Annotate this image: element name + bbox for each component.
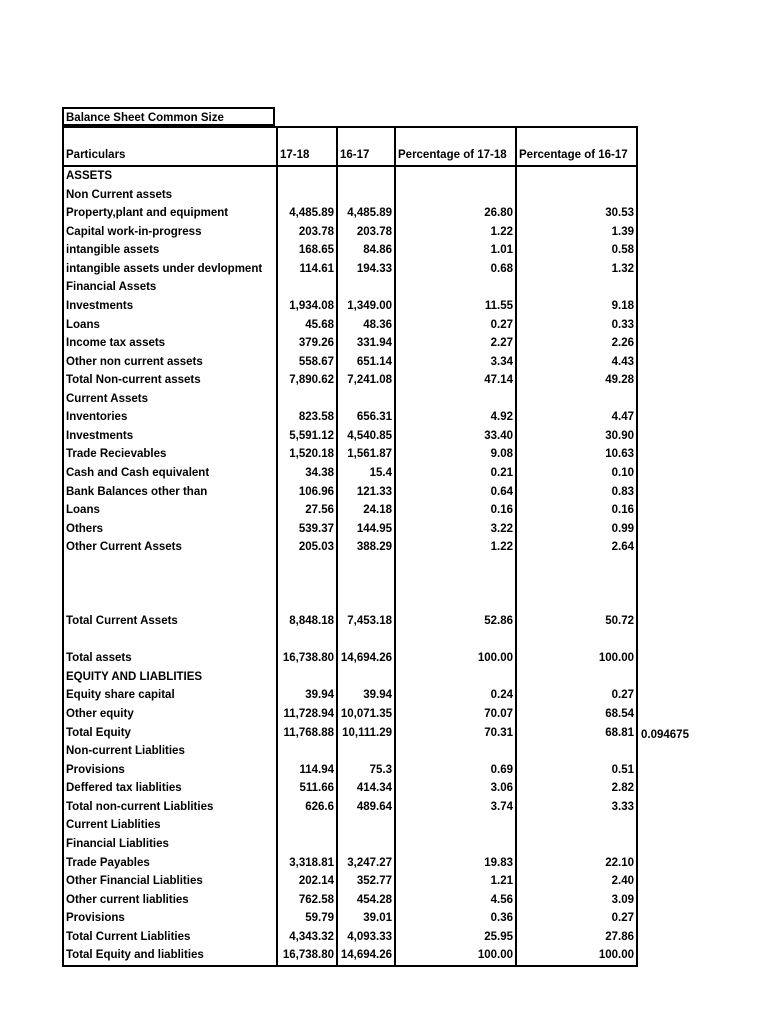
pct-16-17: [516, 742, 637, 761]
pct-17-18: 9.08: [395, 445, 516, 464]
value-16-17: 352.77: [337, 872, 395, 891]
value-16-17: 489.64: [337, 798, 395, 817]
pct-16-17: [516, 166, 637, 186]
table-row: [63, 742, 637, 761]
table-row: [63, 278, 637, 297]
table-row: [63, 668, 637, 687]
pct-16-17: 50.72: [516, 557, 637, 631]
pct-16-17: 9.18: [516, 297, 637, 316]
value-16-17: 15.4: [337, 464, 395, 483]
row-label: Other Current Assets: [63, 538, 277, 557]
pct-17-18: [395, 742, 516, 761]
value-16-17: [337, 166, 395, 186]
pct-16-17: 0.33: [516, 316, 637, 335]
pct-17-18: 70.07: [395, 705, 516, 724]
table-row: [63, 779, 637, 798]
pct-17-18: 52.86: [395, 557, 516, 631]
table-row: [63, 390, 637, 409]
table-row: [63, 408, 637, 427]
table-row: [63, 483, 637, 502]
pct-16-17: 2.40: [516, 872, 637, 891]
value-17-18: 11,728.94: [277, 705, 337, 724]
value-16-17: 39.94: [337, 686, 395, 705]
pct-16-17: 30.53: [516, 204, 637, 223]
balance-sheet-table: [62, 126, 638, 967]
value-17-18: [277, 835, 337, 854]
pct-16-17: 49.28: [516, 371, 637, 390]
value-16-17: 75.3: [337, 761, 395, 780]
header-particulars: Particulars: [63, 127, 277, 166]
header-16-17: 16-17: [337, 127, 395, 166]
pct-16-17: 0.27: [516, 686, 637, 705]
value-17-18: 558.67: [277, 353, 337, 372]
table-row: [63, 854, 637, 873]
pct-16-17: 3.33: [516, 798, 637, 817]
value-16-17: 14,694.26: [337, 649, 395, 668]
pct-16-17: 0.58: [516, 241, 637, 260]
row-label: intangible assets under devlopment: [63, 260, 277, 279]
pct-16-17: 100.00: [516, 649, 637, 668]
value-16-17: [337, 742, 395, 761]
value-16-17: 651.14: [337, 353, 395, 372]
pct-16-17: 4.47: [516, 408, 637, 427]
value-17-18: 114.94: [277, 761, 337, 780]
value-16-17: 203.78: [337, 223, 395, 242]
row-label: Capital work-in-progress: [63, 223, 277, 242]
value-16-17: [337, 631, 395, 650]
row-label: Equity share capital: [63, 686, 277, 705]
pct-17-18: [395, 816, 516, 835]
row-label: Total non-current Liablities: [63, 798, 277, 817]
table-row: [63, 427, 637, 446]
pct-17-18: 100.00: [395, 649, 516, 668]
value-17-18: 59.79: [277, 909, 337, 928]
row-label: Others: [63, 520, 277, 539]
row-label: intangible assets: [63, 241, 277, 260]
row-label: Property,plant and equipment: [63, 204, 277, 223]
value-16-17: 14,694.26: [337, 946, 395, 966]
row-label: Total Equity and liablities: [63, 946, 277, 966]
value-17-18: 823.58: [277, 408, 337, 427]
value-16-17: [337, 668, 395, 687]
value-17-18: 16,738.80: [277, 649, 337, 668]
value-17-18: 1,934.08: [277, 297, 337, 316]
pct-17-18: 1.01: [395, 241, 516, 260]
pct-17-18: [395, 835, 516, 854]
value-16-17: 121.33: [337, 483, 395, 502]
pct-17-18: 0.27: [395, 316, 516, 335]
pct-16-17: 0.51: [516, 761, 637, 780]
row-label: [63, 631, 277, 650]
value-16-17: 1,349.00: [337, 297, 395, 316]
table-row: [63, 334, 637, 353]
value-16-17: 7,453.18: [337, 557, 395, 631]
value-16-17: 454.28: [337, 891, 395, 910]
pct-17-18: 3.34: [395, 353, 516, 372]
pct-17-18: 70.31: [395, 724, 516, 743]
value-17-18: 45.68: [277, 316, 337, 335]
value-16-17: [337, 390, 395, 409]
pct-16-17: 22.10: [516, 854, 637, 873]
pct-16-17: 3.09: [516, 891, 637, 910]
value-17-18: 762.58: [277, 891, 337, 910]
value-17-18: [277, 816, 337, 835]
row-label: Financial Assets: [63, 278, 277, 297]
pct-16-17: [516, 278, 637, 297]
header-row: [63, 127, 637, 166]
pct-17-18: 2.27: [395, 334, 516, 353]
pct-17-18: 0.36: [395, 909, 516, 928]
pct-17-18: 0.69: [395, 761, 516, 780]
value-16-17: 414.34: [337, 779, 395, 798]
row-label: Provisions: [63, 761, 277, 780]
value-16-17: 3,247.27: [337, 854, 395, 873]
sheet-title-box: [62, 107, 275, 126]
value-17-18: [277, 278, 337, 297]
value-16-17: 39.01: [337, 909, 395, 928]
table-row: [63, 538, 637, 557]
row-label: Bank Balances other than: [63, 483, 277, 502]
row-label: Total Current Assets: [63, 557, 277, 631]
pct-16-17: 4.43: [516, 353, 637, 372]
value-16-17: 144.95: [337, 520, 395, 539]
row-label: Financial Liablities: [63, 835, 277, 854]
value-16-17: 4,093.33: [337, 928, 395, 947]
value-17-18: 3,318.81: [277, 854, 337, 873]
value-16-17: 24.18: [337, 501, 395, 520]
row-label: Non-current Liablities: [63, 742, 277, 761]
value-17-18: 4,343.32: [277, 928, 337, 947]
table-row: [63, 649, 637, 668]
table-row: [63, 724, 637, 743]
value-17-18: 1,520.18: [277, 445, 337, 464]
pct-16-17: [516, 835, 637, 854]
row-label: EQUITY AND LIABLITIES: [63, 668, 277, 687]
pct-17-18: 3.06: [395, 779, 516, 798]
table-row: [63, 166, 637, 186]
row-label: Provisions: [63, 909, 277, 928]
pct-16-17: [516, 186, 637, 205]
value-16-17: [337, 816, 395, 835]
table-row: [63, 816, 637, 835]
value-17-18: 4,485.89: [277, 204, 337, 223]
table-row: [63, 260, 637, 279]
pct-17-18: [395, 631, 516, 650]
table-row: [63, 946, 637, 966]
row-label: Trade Payables: [63, 854, 277, 873]
pct-16-17: 0.10: [516, 464, 637, 483]
value-17-18: [277, 390, 337, 409]
value-16-17: [337, 186, 395, 205]
value-16-17: 10,111.29: [337, 724, 395, 743]
value-17-18: 205.03: [277, 538, 337, 557]
pct-17-18: [395, 278, 516, 297]
row-label: Other non current assets: [63, 353, 277, 372]
pct-17-18: 25.95: [395, 928, 516, 947]
value-17-18: [277, 631, 337, 650]
value-17-18: 379.26: [277, 334, 337, 353]
table-row: [63, 186, 637, 205]
value-17-18: 168.65: [277, 241, 337, 260]
value-17-18: 106.96: [277, 483, 337, 502]
pct-17-18: 100.00: [395, 946, 516, 966]
row-label: Total Current Liablities: [63, 928, 277, 947]
side-note: 0.094675: [641, 729, 689, 741]
pct-17-18: 1.21: [395, 872, 516, 891]
pct-16-17: 2.26: [516, 334, 637, 353]
value-17-18: 8,848.18: [277, 557, 337, 631]
value-16-17: 331.94: [337, 334, 395, 353]
value-17-18: 34.38: [277, 464, 337, 483]
sheet-title: Balance Sheet Common Size: [66, 112, 224, 124]
value-16-17: 4,485.89: [337, 204, 395, 223]
row-label: Inventories: [63, 408, 277, 427]
pct-16-17: 68.81: [516, 724, 637, 743]
header-17-18: 17-18: [277, 127, 337, 166]
table-row: [63, 501, 637, 520]
value-16-17: 388.29: [337, 538, 395, 557]
pct-16-17: 1.39: [516, 223, 637, 242]
pct-17-18: 1.22: [395, 538, 516, 557]
table-row: [63, 891, 637, 910]
value-16-17: 7,241.08: [337, 371, 395, 390]
table-row: [63, 705, 637, 724]
pct-16-17: 2.64: [516, 538, 637, 557]
row-label: Current Liablities: [63, 816, 277, 835]
row-label: Total Non-current assets: [63, 371, 277, 390]
table-row: [63, 928, 637, 947]
pct-17-18: 4.92: [395, 408, 516, 427]
value-17-18: 27.56: [277, 501, 337, 520]
pct-16-17: 30.90: [516, 427, 637, 446]
pct-16-17: [516, 816, 637, 835]
header-pct-17-18: Percentage of 17-18: [395, 127, 516, 166]
table-row: [63, 835, 637, 854]
row-label: Other Financial Liablities: [63, 872, 277, 891]
table-row: [63, 520, 637, 539]
pct-16-17: 68.54: [516, 705, 637, 724]
pct-17-18: 3.22: [395, 520, 516, 539]
row-label: Total assets: [63, 649, 277, 668]
value-17-18: 16,738.80: [277, 946, 337, 966]
value-16-17: 194.33: [337, 260, 395, 279]
value-17-18: 511.66: [277, 779, 337, 798]
table-row: [63, 909, 637, 928]
value-17-18: [277, 742, 337, 761]
pct-17-18: 26.80: [395, 204, 516, 223]
pct-16-17: 100.00: [516, 946, 637, 966]
row-label: Loans: [63, 501, 277, 520]
value-17-18: 114.61: [277, 260, 337, 279]
pct-17-18: [395, 186, 516, 205]
value-17-18: 11,768.88: [277, 724, 337, 743]
value-17-18: 539.37: [277, 520, 337, 539]
table-row: [63, 686, 637, 705]
pct-17-18: 47.14: [395, 371, 516, 390]
pct-16-17: 0.16: [516, 501, 637, 520]
value-17-18: 7,890.62: [277, 371, 337, 390]
value-16-17: 656.31: [337, 408, 395, 427]
row-label: ASSETS: [63, 166, 277, 186]
table-row: [63, 316, 637, 335]
value-17-18: [277, 166, 337, 186]
row-label: Current Assets: [63, 390, 277, 409]
pct-17-18: 4.56: [395, 891, 516, 910]
value-17-18: 39.94: [277, 686, 337, 705]
table-row: [63, 557, 637, 631]
table-row: [63, 445, 637, 464]
pct-17-18: 33.40: [395, 427, 516, 446]
table-row: [63, 353, 637, 372]
table-row: [63, 798, 637, 817]
pct-17-18: 11.55: [395, 297, 516, 316]
value-17-18: 202.14: [277, 872, 337, 891]
table-row: [63, 464, 637, 483]
table-row: [63, 204, 637, 223]
pct-17-18: 0.21: [395, 464, 516, 483]
pct-17-18: 1.22: [395, 223, 516, 242]
pct-17-18: 0.68: [395, 260, 516, 279]
row-label: Cash and Cash equivalent: [63, 464, 277, 483]
row-label: Non Current assets: [63, 186, 277, 205]
pct-17-18: 3.74: [395, 798, 516, 817]
value-16-17: 48.36: [337, 316, 395, 335]
value-16-17: 4,540.85: [337, 427, 395, 446]
table-row: [63, 223, 637, 242]
value-16-17: 84.86: [337, 241, 395, 260]
row-label: Deffered tax liablities: [63, 779, 277, 798]
row-label: Loans: [63, 316, 277, 335]
table-row: [63, 872, 637, 891]
pct-17-18: 0.16: [395, 501, 516, 520]
pct-16-17: [516, 631, 637, 650]
pct-16-17: 2.82: [516, 779, 637, 798]
value-16-17: 10,071.35: [337, 705, 395, 724]
value-17-18: 626.6: [277, 798, 337, 817]
pct-17-18: [395, 668, 516, 687]
row-label: Other current liablities: [63, 891, 277, 910]
pct-16-17: 0.27: [516, 909, 637, 928]
pct-16-17: 10.63: [516, 445, 637, 464]
table-row: [63, 761, 637, 780]
value-17-18: 203.78: [277, 223, 337, 242]
pct-17-18: 0.24: [395, 686, 516, 705]
value-17-18: 5,591.12: [277, 427, 337, 446]
row-label: Other equity: [63, 705, 277, 724]
table-row: [63, 297, 637, 316]
row-label: Trade Recievables: [63, 445, 277, 464]
pct-17-18: 19.83: [395, 854, 516, 873]
pct-16-17: 0.83: [516, 483, 637, 502]
table-row: [63, 631, 637, 650]
pct-16-17: 27.86: [516, 928, 637, 947]
row-label: Investments: [63, 297, 277, 316]
pct-16-17: 1.32: [516, 260, 637, 279]
table-row: [63, 241, 637, 260]
value-17-18: [277, 668, 337, 687]
pct-17-18: 0.64: [395, 483, 516, 502]
value-16-17: 1,561.87: [337, 445, 395, 464]
pct-16-17: [516, 390, 637, 409]
pct-17-18: [395, 166, 516, 186]
value-17-18: [277, 186, 337, 205]
row-label: Investments: [63, 427, 277, 446]
pct-16-17: 0.99: [516, 520, 637, 539]
pct-17-18: [395, 390, 516, 409]
table-row: [63, 371, 637, 390]
header-pct-16-17: Percentage of 16-17: [516, 127, 637, 166]
pct-16-17: [516, 668, 637, 687]
value-16-17: [337, 278, 395, 297]
row-label: Total Equity: [63, 724, 277, 743]
row-label: Income tax assets: [63, 334, 277, 353]
value-16-17: [337, 835, 395, 854]
